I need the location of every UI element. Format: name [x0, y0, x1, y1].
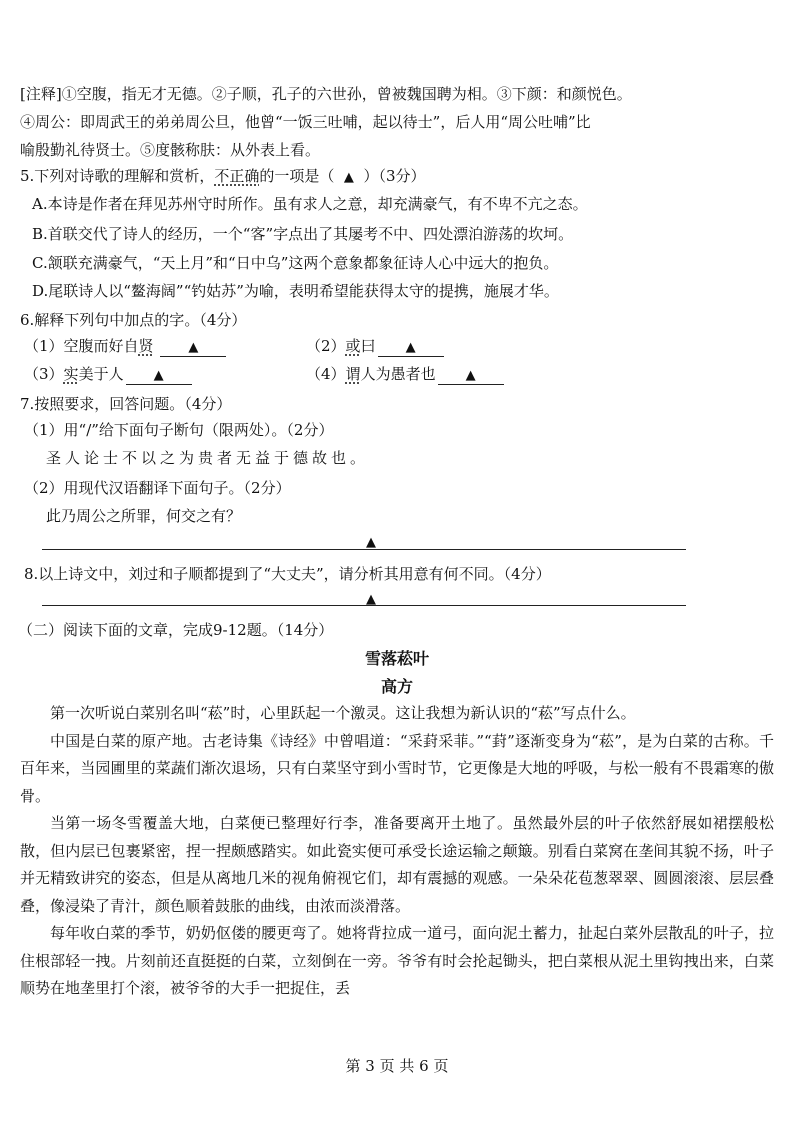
q6-item-1-text: （1）空腹而好自 [24, 337, 139, 355]
answer-mark-icon: ▲ [465, 368, 476, 383]
article-paragraph: 中国是白菜的原产地。古老诗集《诗经》中曾唱道：“采葑采菲。”“葑”逐渐变身为“菘”，是为白菜的古称。千百年来，当园圃里的菜蔬们渐次退场，只有白菜坚守到小雪时节，它更像是大地的呼吸，与松一般有不畏霜寒的傲骨。 [20, 731, 774, 805]
q7-translate-sentence: 此乃周公之所罪，何交之有？ [46, 507, 242, 525]
q5-option-c[interactable]: C.颔联充满豪气，“天上月”和“日中乌”这两个意象都象征诗人心中远大的抱负。 [32, 254, 559, 272]
article-paragraph: 第一次听说白菜别名叫“菘”时，心里跃起一个激灵。这让我想为新认识的“菘”写点什么。 [50, 704, 636, 722]
q7-sub-2: （2）用现代汉语翻译下面句子。（2分） [24, 479, 291, 497]
q8-answer-line[interactable] [42, 605, 686, 606]
q5-emphasis: 不正确 [214, 167, 260, 185]
q6-item-2-dot-char: 或 [345, 337, 361, 355]
q6-item-1 [24, 336, 226, 357]
q6-stem: 6.解释下列句中加点的字。（4分） [20, 311, 247, 329]
q5-stem-text-2: 的一项是（ [259, 167, 335, 185]
q5-option-b[interactable]: B.首联交代了诗人的经历，一个“客”字点出了其屡考不中、四处漂泊游荡的坎坷。 [32, 225, 574, 243]
answer-mark-icon: ▲ [188, 340, 199, 355]
q6-item-4-text: 人为愚者也 [360, 365, 436, 383]
page-number: 第 3 页 共 6 页 [345, 1057, 449, 1075]
q6-item-3-dot-char: 实 [63, 365, 79, 383]
q6-item-4-blank[interactable] [438, 366, 504, 385]
q6-item-4 [306, 364, 504, 385]
article-title: 雪落菘叶 [364, 649, 429, 668]
section-heading: （二）阅读下面的文章，完成9-12题。（14分） [18, 621, 334, 639]
q6-item-4-dot-char: 谓 [345, 365, 361, 383]
q5-option-a[interactable]: A.本诗是作者在拜见苏州守时所作。虽有求人之意，却充满豪气，有不卑不亢之态。 [32, 195, 588, 213]
q5-stem [20, 166, 426, 188]
article-paragraph: 每年收白菜的季节，奶奶伛偻的腰更弯了。她将背拉成一道弓，面向泥土蓄力，扯起白菜外层散乱的叶子，拉住根部轻一拽。片刻前还直挺挺的白菜，立刻倒在一旁。爷爷有时会抡起锄头，把白菜根从泥土里钩拽出来，白菜顺势在地垄里打个滚，被爷爷的大手一把捉住，丢 [20, 924, 774, 997]
q6-item-2-text: 曰 [360, 337, 376, 355]
answer-mark-icon: ▲ [366, 592, 376, 607]
q5-score: ）（3分） [363, 167, 426, 185]
q6-item-3-text: 美于人 [78, 365, 124, 383]
q7-sentence: 圣人论士不以之为贵者无益于德故也。 [46, 449, 370, 467]
article-paragraph: 当第一场冬雪覆盖大地，白菜便已整理好行李，准备要离开土地了。虽然最外层的叶子依然舒展如裙摆般松散，但内层已包裹紧密，捏一捏颇感踏实。如此瓷实便可承受长途运输之颠簸。别看白菜窝在垄间其貌不扬，叶子并无精致讲究的姿态，但是从离地几米的视角俯视它们，却有震撼的观感。一朵朵花苞葱翠翠、圆圆滚滚、层层叠叠，像浸染了青汁，颜色顺着鼓胀的曲线，由浓而淡滑落。 [20, 814, 774, 915]
q7-sub-1: （1）用“/”给下面句子断句（限两处）。（2分） [24, 421, 334, 439]
answer-mark-icon: ▲ [153, 368, 164, 383]
q6-item-3 [24, 364, 192, 385]
q6-item-2-blank[interactable] [378, 338, 444, 357]
notes-line-3: 喻殷勤礼待贤士。⑤度骸称肤：从外表上看。 [20, 141, 321, 159]
q6-item-2-num: （2） [306, 337, 346, 355]
q6-item-1-dot-char: 贤 [138, 337, 154, 355]
q6-item-3-blank[interactable] [126, 366, 192, 385]
q5-option-d[interactable]: D.尾联诗人以“鳌海阔”“钓姑苏”为喻，表明希望能获得太守的提携，施展才华。 [32, 282, 559, 300]
q7-stem: 7.按照要求，回答问题。（4分） [20, 395, 232, 413]
notes-line-1: [注释]①空腹，指无才无德。②子顺，孔子的六世孙，曾被魏国聘为相。③下颜：和颜悦色。 [20, 85, 632, 103]
answer-mark-icon: ▲ [366, 535, 376, 550]
answer-mark-icon[interactable]: ▲ [343, 170, 354, 185]
answer-mark-icon: ▲ [405, 340, 416, 355]
q7-answer-line[interactable] [42, 549, 686, 550]
article-body [20, 700, 774, 1003]
q6-item-2 [306, 336, 444, 357]
q5-stem-text: 5.下列对诗歌的理解和赏析， [20, 167, 215, 185]
notes-line-2: ④周公：即周武王的弟弟周公旦，他曾“一饭三吐哺，起以待士”，后人用“周公吐哺”比 [20, 113, 591, 131]
article-author: 高方 [380, 677, 413, 696]
q6-item-1-blank[interactable] [160, 338, 226, 357]
q6-item-3-num: （3） [24, 365, 64, 383]
q6-item-4-num: （4） [306, 365, 346, 383]
q8-stem: 8.以上诗文中，刘过和子顺都提到了“大丈夫”，请分析其用意有何不同。（4分） [24, 565, 551, 583]
